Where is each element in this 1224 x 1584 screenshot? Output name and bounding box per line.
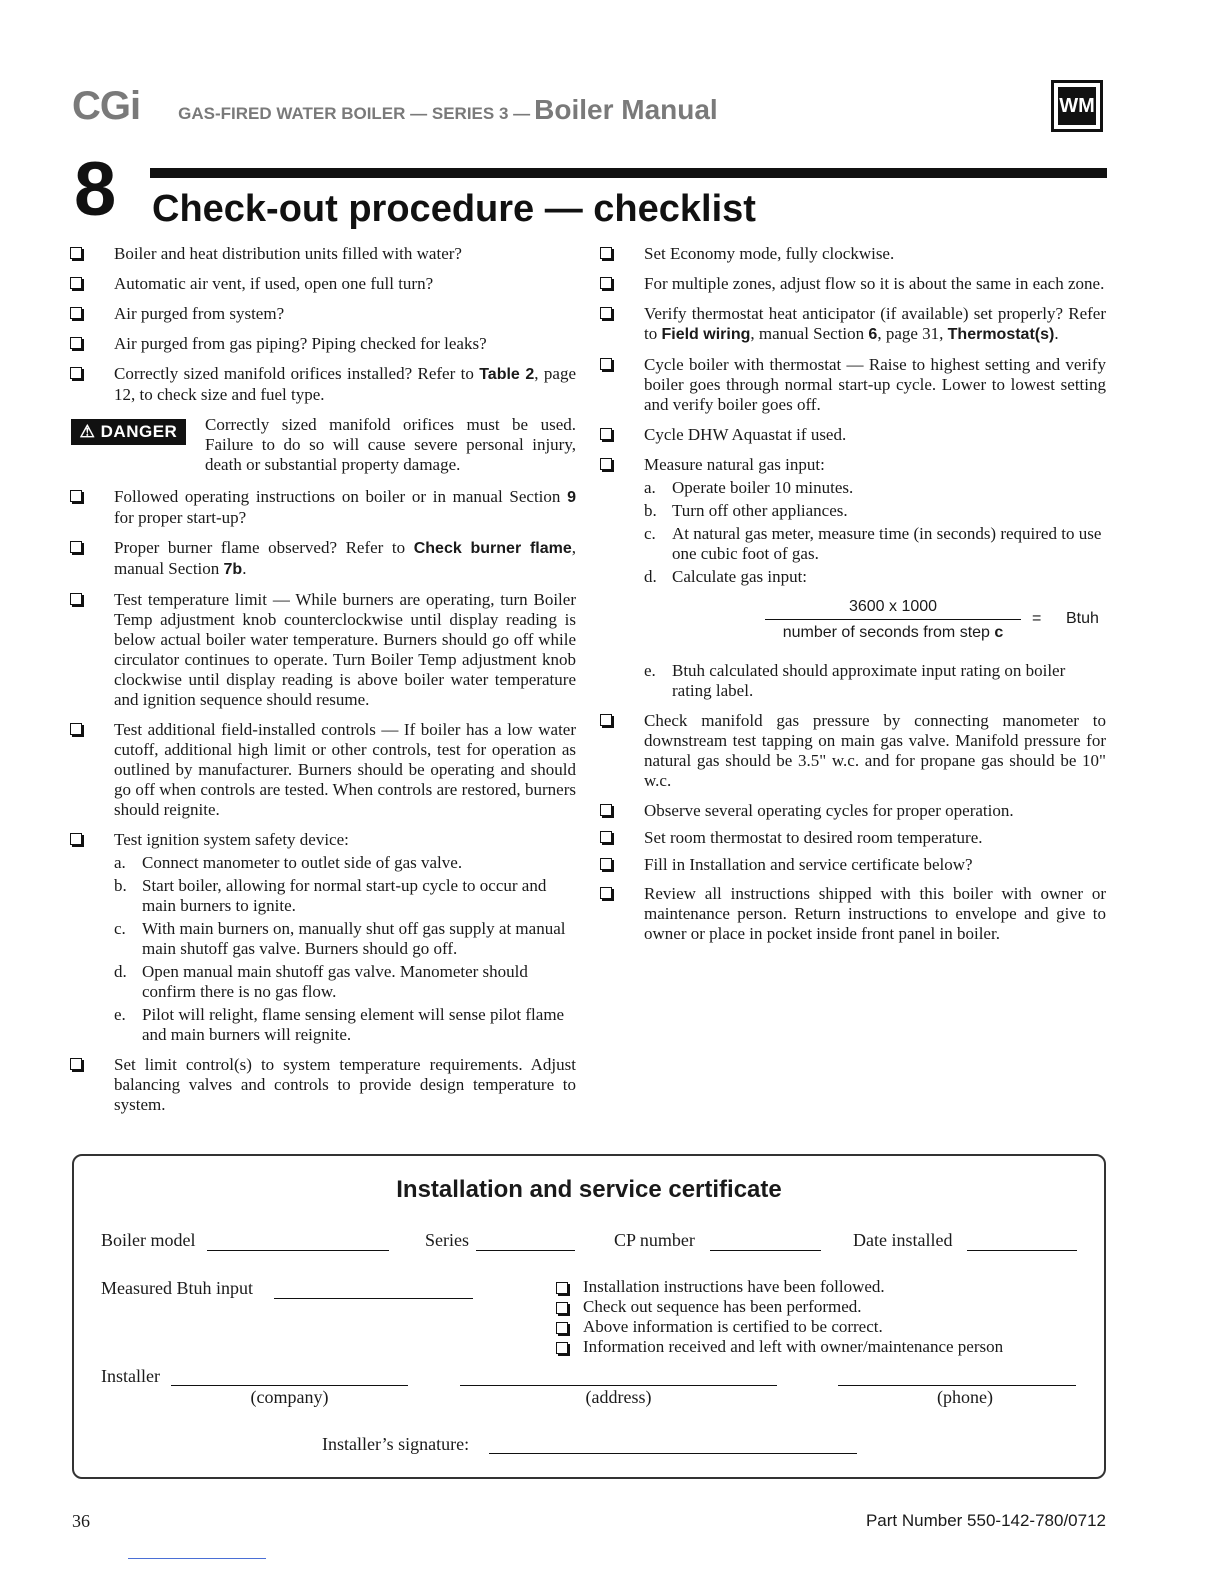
checkbox-icon[interactable] (70, 593, 82, 605)
checkbox-icon[interactable] (70, 337, 82, 349)
checkbox-icon[interactable] (556, 1322, 568, 1334)
danger-badge: ⚠ DANGER (71, 419, 186, 445)
step-item: e. Pilot will relight, flame sensing element will sense pilot flame and main burners will reignite. (114, 1005, 565, 1044)
step-item: d. Calculate gas input: (644, 567, 808, 586)
address-caption: (address) (585, 1387, 652, 1407)
section-title: Check-out procedure — checklist (152, 188, 756, 230)
checkbox-icon[interactable] (70, 307, 82, 319)
checkbox-icon[interactable] (70, 490, 82, 502)
fraction-bar (765, 619, 1021, 620)
checkbox-icon[interactable] (70, 723, 82, 735)
checkbox-icon[interactable] (600, 804, 612, 816)
checkbox-icon[interactable] (70, 367, 82, 379)
step-item: a. Operate boiler 10 minutes. (644, 478, 854, 497)
checkbox-icon[interactable] (600, 277, 612, 289)
gas-input-steps (644, 478, 1106, 587)
section-rule (150, 168, 1107, 178)
brand-name: CGi (72, 84, 141, 128)
checkbox-icon[interactable] (600, 831, 612, 843)
checklist-item: Air purged from system? (70, 304, 576, 324)
ignition-test-steps (114, 853, 576, 1045)
formula-result: Btuh (1066, 610, 1099, 627)
checklist-item: Test ignition system safety device: (70, 830, 576, 850)
checkbox-icon[interactable] (600, 428, 612, 440)
checkbox-icon[interactable] (600, 858, 612, 870)
checklist-item: Test additional field-installed controls — If boiler has a low water cutoff, additional high limit or other controls, test for operation as outlined by manufacturer. Burners should be operating and should go off when controls are tested. When controls are restored, burners should reignite. (70, 720, 576, 820)
checklist-item: Cycle boiler with thermostat — Raise to highest setting and verify boiler goes through normal start-up cycle. Lower to lowest setting and verify boiler goes off. (600, 355, 1106, 415)
series-field[interactable] (476, 1250, 575, 1251)
checklist-item: Proper burner flame observed? Refer to Check burner flame, manual Section 7b. (70, 538, 576, 580)
installation-certificate (72, 1154, 1106, 1479)
weil-mclain-logo (1051, 80, 1103, 132)
part-number: Part Number 550-142-780/0712 (865, 1511, 1106, 1530)
boiler-model-field[interactable] (207, 1250, 389, 1251)
checklist-item: Followed operating instructions on boiler or in manual Section 9 for proper start-up? (70, 487, 576, 528)
checklist-item: Check manifold gas pressure by connecting manometer to downstream test tapping on main gas valve. Manifold pressure for natural gas should be 3.5" w.c. and for propane gas should be 10" w.c. (600, 711, 1106, 791)
cp-number-label: CP number (614, 1230, 695, 1250)
date-installed-label: Date installed (853, 1230, 953, 1250)
checklist-item: Test temperature limit — While burners are operating, turn Boiler Temp adjustment knob counterclockwise until display reading is below actual boiler water temperature. Burners should go off while circulator continues to operate. Turn Boiler Temp adjustment knob clockwise until display reading is above boiler water temperature and ignition sequence should resume. (70, 590, 576, 710)
checkbox-icon[interactable] (600, 358, 612, 370)
checkbox-icon[interactable] (70, 277, 82, 289)
installer-address-field[interactable] (460, 1385, 777, 1386)
header-manual-title: Boiler Manual (534, 94, 718, 125)
phone-caption: (phone) (937, 1387, 993, 1407)
series-label: Series (425, 1230, 469, 1250)
checkbox-icon[interactable] (556, 1342, 568, 1354)
checkbox-icon[interactable] (600, 887, 612, 899)
section-number: 8 (74, 147, 117, 232)
document-header (72, 84, 872, 130)
link-underline (128, 1558, 266, 1559)
checkbox-icon[interactable] (600, 247, 612, 259)
logo-mark: WM (1058, 87, 1096, 125)
date-installed-field[interactable] (967, 1250, 1077, 1251)
step-item: c. With main burners on, manually shut off gas supply at manual main shutoff gas valve. Burners should go off. (114, 919, 566, 958)
checkbox-icon[interactable] (600, 307, 612, 319)
formula-denominator: number of seconds from step c (782, 624, 1004, 641)
checkbox-icon[interactable] (556, 1282, 568, 1294)
checklist-item: Boiler and heat distribution units filled with water? (70, 244, 576, 264)
company-caption: (company) (250, 1387, 329, 1407)
gas-input-formula (600, 595, 1106, 651)
step-item: b. Turn off other appliances. (644, 501, 848, 520)
checklist-item: Set room thermostat to desired room temperature. (600, 828, 1106, 848)
measured-btuh-label: Measured Btuh input (101, 1278, 253, 1298)
checkbox-icon[interactable] (70, 247, 82, 259)
certificate-check-label: Check out sequence has been performed. (583, 1297, 862, 1316)
checklist-item: Observe several operating cycles for proper operation. (600, 801, 1106, 821)
step-item: c. At natural gas meter, measure time (in seconds) required to use one cubic foot of gas. (644, 524, 1102, 563)
checkbox-icon[interactable] (70, 541, 82, 553)
signature-label: Installer’s signature: (322, 1434, 470, 1454)
checklist-item: Set Economy mode, fully clockwise. (600, 244, 1106, 264)
danger-notice (70, 415, 576, 475)
checklist-item: For multiple zones, adjust flow so it is about the same in each zone. (600, 274, 1106, 294)
step-item: e. Btuh calculated should approximate input rating on boiler rating label. (644, 661, 1066, 700)
checklist-item: Verify thermostat heat anticipator (if available) set properly? Refer to Field wiring, manual Section 6, page 31, Thermostat(s). (600, 304, 1106, 345)
checklist-item: Automatic air vent, if used, open one full turn? (70, 274, 576, 294)
danger-text: Correctly sized manifold orifices must be used. Failure to do so will cause severe personal injury, death or substantial property damage. (205, 415, 576, 474)
cp-number-field[interactable] (710, 1250, 821, 1251)
step-item: d. Open manual main shutoff gas valve. Manometer should confirm there is no gas flow. (114, 962, 528, 1001)
checklist-item: Fill in Installation and service certificate below? (600, 855, 1106, 875)
checklist-right-column (600, 244, 1106, 954)
installer-label: Installer (101, 1366, 160, 1386)
checklist-item: Cycle DHW Aquastat if used. (600, 425, 1106, 445)
checkbox-icon[interactable] (600, 458, 612, 470)
checklist-item: Air purged from gas piping? Piping checked for leaks? (70, 334, 576, 354)
checkbox-icon[interactable] (556, 1302, 568, 1314)
step-item: b. Start boiler, allowing for normal start-up cycle to occur and main burners to ignite. (114, 876, 547, 915)
checkbox-icon[interactable] (600, 714, 612, 726)
signature-field[interactable] (489, 1453, 857, 1454)
formula-equals: = (1032, 610, 1042, 627)
certificate-check-label: Information received and left with owner/maintenance person (583, 1337, 1004, 1356)
measured-btuh-field[interactable] (274, 1298, 473, 1299)
installer-company-field[interactable] (171, 1385, 408, 1386)
gas-input-steps-continued (644, 661, 1106, 701)
checklist-item: Set limit control(s) to system temperature requirements. Adjust balancing valves and controls to provide design temperature to system. (70, 1055, 576, 1115)
certificate-title: Installation and service certificate (396, 1176, 782, 1203)
installer-phone-field[interactable] (838, 1385, 1076, 1386)
checkbox-icon[interactable] (70, 1058, 82, 1070)
checklist-left-column (70, 244, 576, 1125)
certificate-check-label: Installation instructions have been followed. (583, 1277, 885, 1296)
formula-numerator: 3600 x 1000 (848, 598, 938, 615)
step-item: a. Connect manometer to outlet side of gas valve. (114, 853, 463, 872)
boiler-model-label: Boiler model (101, 1230, 196, 1250)
certificate-check-label: Above information is certified to be correct. (583, 1317, 883, 1336)
checklist-item: Review all instructions shipped with this boiler with owner or maintenance person. Return instructions to envelope and give to owner or place in pocket inside front panel in boiler. (600, 884, 1106, 944)
checklist-item: Correctly sized manifold orifices installed? Refer to Table 2, page 12, to check size and fuel type. (70, 364, 576, 405)
checklist-item: Measure natural gas input: (600, 455, 1106, 475)
page-number: 36 (72, 1511, 90, 1531)
header-subtitle: GAS-FIRED WATER BOILER — SERIES 3 — (178, 104, 531, 123)
checkbox-icon[interactable] (70, 833, 82, 845)
